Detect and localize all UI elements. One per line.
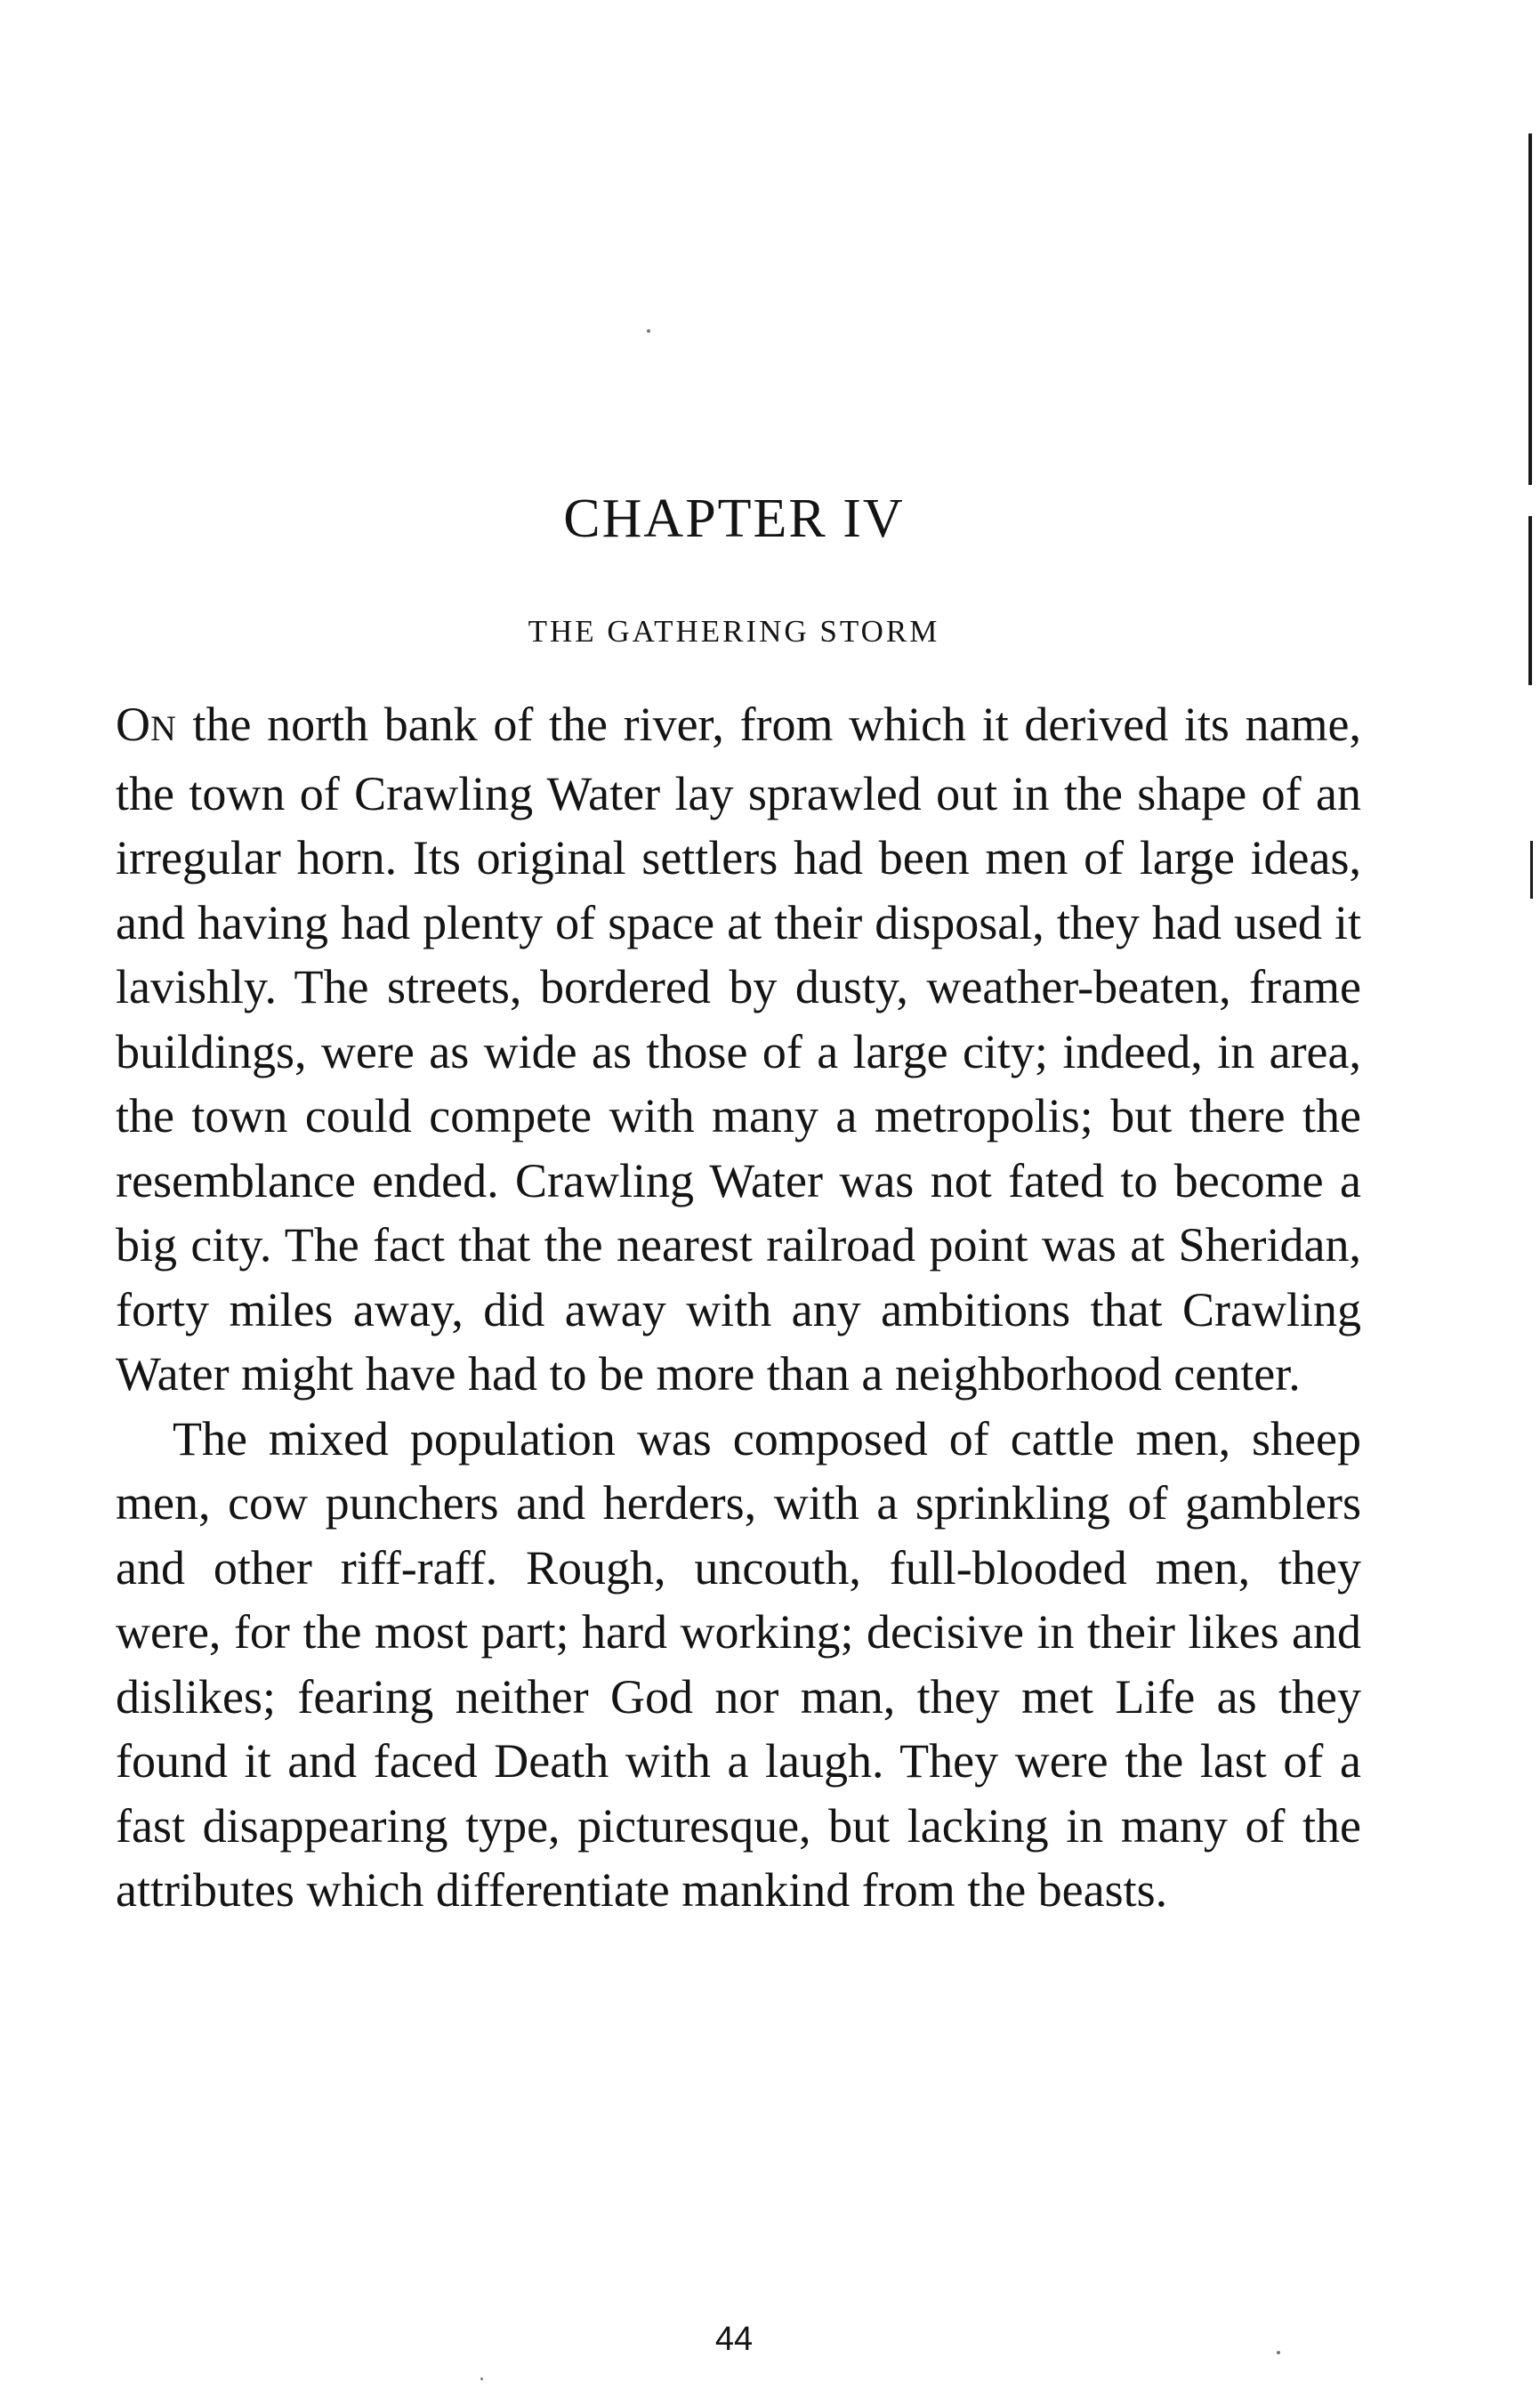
chapter-subtitle: THE GATHERING STORM [528,614,940,649]
scan-speck [480,2378,483,2380]
paragraph-1-opening-letter: O [116,698,150,751]
chapter-heading: CHAPTER IV [563,488,905,549]
paragraph-2 [116,1407,1361,1923]
scan-edge-line-middle [1528,516,1532,685]
paragraph-2-text: The mixed population was composed of cattle men, sheep men, cow punchers and herders, with a sprinkling of gamblers and other riff-raff. Rough, uncouth, full-blooded men, they were, for the most part; hard working; decisive in their likes and dislikes; fearing neither God nor man, they met Life as they found it and faced Death with a laugh. They were the last of a fast disappearing type, picturesque, but lacking in many of the attributes which differentiate mankind from the beasts. [116,1411,1361,1917]
scan-edge-line-lower [1530,841,1533,899]
paragraph-1-text: the north bank of the river, from which it derived its name, the town of Crawling Water lay sprawled out in the shape of an irregular horn. Its original settlers had been men of large ideas, and having had plenty of space at their disposal, they had used it lavishly. The streets, bordered by dusty, weather-beaten, frame buildings, were as wide as those of a large city; indeed, in area, the town could compete with many a metropolis; but there the resemblance ended. Crawling Water was not fated to become a big city. The fact that the nearest railroad point was at Sheridan, forty miles away, did away with any ambitions that Crawling Water might have had to be more than a neighborhood center. [116,698,1361,1401]
page-number: 44 [714,2321,754,2358]
chapter-body [116,692,1361,1923]
scan-speck [1277,2351,1280,2354]
paragraph-1-opening-smallcap: N [150,708,177,748]
scan-speck [647,329,650,333]
paragraph-1 [116,692,1361,1407]
scan-edge-line-upper [1528,133,1532,485]
